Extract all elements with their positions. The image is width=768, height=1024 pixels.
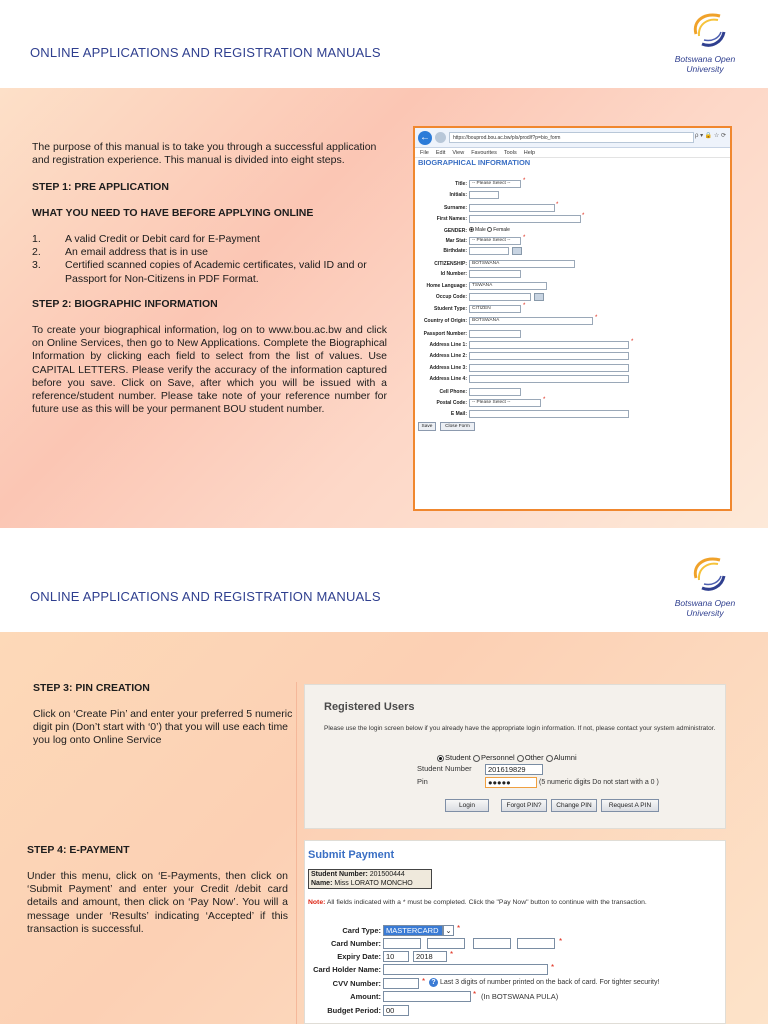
student-info-box xyxy=(308,869,432,889)
required-marker: * xyxy=(450,950,454,959)
amount-input[interactable] xyxy=(383,991,471,1002)
required-marker: * xyxy=(595,315,598,321)
required-marker: * xyxy=(543,397,546,403)
card-number-part-2[interactable] xyxy=(427,938,465,949)
list-item-text: Certified scanned copies of Academic certificates, valid ID and or Passport for Non-Citizens in PDF Format. xyxy=(65,259,367,285)
note-text: All fields indicated with a * must be completed. Click the "Pay Now" button to continue with the transaction. xyxy=(326,899,647,906)
pin-hint: (5 numeric digits Do not start with a 0 ) xyxy=(539,779,659,786)
address-line-3-input[interactable] xyxy=(469,364,629,372)
step4-heading: STEP 4: E-PAYMENT xyxy=(27,844,130,856)
back-arrow-icon[interactable]: ← xyxy=(420,132,430,143)
required-marker: * xyxy=(473,990,477,999)
forgot-pin-button[interactable]: Forgot PIN? xyxy=(501,799,547,812)
page-header xyxy=(0,0,768,88)
calendar-icon[interactable] xyxy=(512,247,522,255)
country-origin-label: Country of Origin: xyxy=(423,318,467,324)
occup-code-label: Occup Code: xyxy=(435,294,467,300)
page-header xyxy=(0,544,768,632)
required-marker: * xyxy=(582,213,585,219)
card-number-label: Card Number: xyxy=(330,939,381,948)
radio-student-label: Student xyxy=(445,753,471,762)
menu-file[interactable]: File xyxy=(420,150,429,156)
menu-help[interactable]: Help xyxy=(523,150,536,156)
note-label: Note: xyxy=(308,899,326,906)
change-pin-button[interactable]: Change PIN xyxy=(551,799,597,812)
list-item xyxy=(32,246,377,259)
mar-stat-select[interactable]: -- Please Select -- xyxy=(469,237,521,245)
payment-screenshot xyxy=(304,840,726,1024)
required-marker: * xyxy=(457,924,461,933)
menu-view[interactable]: View xyxy=(452,150,465,156)
menu-edit[interactable]: Edit xyxy=(435,150,446,156)
surname-input[interactable] xyxy=(469,204,555,212)
budget-period-label: Budget Period: xyxy=(327,1006,381,1015)
cell-phone-label: Cell Phone: xyxy=(439,389,467,395)
pin-label: Pin xyxy=(417,777,428,786)
browser-tool-icons[interactable]: ρ ▾ 🔒 ☆ ⟳ xyxy=(695,133,726,139)
country-origin-select[interactable]: BOTSWANA xyxy=(469,317,593,325)
step4-paragraph: Under this menu, click on ‘E-Payments, then click on ‘Submit Payment’ and enter your Credit /debit card details and amount, then click on ‘Pay Now’. You will a message under ‘Results’ indicating ‘Accepted’ if this transaction is successful. xyxy=(27,870,288,935)
postal-code-label: Postal Code: xyxy=(436,400,467,406)
login-button[interactable]: Login xyxy=(445,799,489,812)
vertical-divider xyxy=(296,682,297,1024)
radio-male-label: Male xyxy=(475,227,486,233)
budget-period-select[interactable]: 00 xyxy=(383,1005,409,1016)
help-icon[interactable]: ? xyxy=(429,978,438,987)
student-number-label: Student Number: xyxy=(311,871,368,878)
list-item-number: 2. xyxy=(32,246,41,259)
occup-code-input[interactable] xyxy=(469,293,531,301)
requirements-list xyxy=(32,233,377,286)
id-number-input[interactable] xyxy=(469,270,521,278)
address-line-4-input[interactable] xyxy=(469,375,629,383)
bou-logo xyxy=(666,552,744,624)
name-value: Miss LORATO MONCHO xyxy=(334,880,413,887)
cvv-hint: Last 3 digits of number printed on the back of card. For tighter security! xyxy=(440,979,660,986)
page-title: ONLINE APPLICATIONS AND REGISTRATION MANUALS xyxy=(30,45,381,60)
manual-page-2 xyxy=(0,544,768,1024)
radio-other-label: Other xyxy=(524,753,544,762)
address-line-1-input[interactable] xyxy=(469,341,629,349)
birthdate-label: Birthdate: xyxy=(443,248,467,254)
need-heading: WHAT YOU NEED TO HAVE BEFORE APPLYING ONLINE xyxy=(32,207,314,219)
card-number-part-1[interactable] xyxy=(383,938,421,949)
card-number-part-4[interactable] xyxy=(517,938,555,949)
cell-phone-input[interactable] xyxy=(469,388,521,396)
address-line-2-label: Address Line 2: xyxy=(429,353,467,359)
required-marker: * xyxy=(556,202,559,208)
amount-label: Amount: xyxy=(350,992,381,1001)
student-name-line xyxy=(311,879,431,888)
step2-heading: STEP 2: BIOGRAPHIC INFORMATION xyxy=(32,298,218,310)
title-select[interactable]: -- Please Select -- xyxy=(469,180,521,188)
expiry-year-select[interactable]: 2018 xyxy=(413,951,447,962)
card-holder-label: Card Holder Name: xyxy=(313,965,381,974)
required-marker: * xyxy=(551,963,555,972)
email-label: E Mail: xyxy=(450,411,467,417)
list-item-number: 1. xyxy=(32,233,41,245)
passport-input[interactable] xyxy=(469,330,521,338)
step3-paragraph: Click on ‘Create Pin’ and enter your preferred 5 numeric digit pin (Don’t start with ‘0’) that you will use each time you log onto Online Service xyxy=(33,708,293,747)
biographical-form-screenshot xyxy=(413,126,732,511)
first-names-label: First Names: xyxy=(436,216,467,222)
card-type-label: Card Type: xyxy=(342,926,381,935)
step1-heading: STEP 1: PRE APPLICATION xyxy=(32,181,169,193)
gender-label: GENDER: xyxy=(443,228,467,234)
card-number-part-3[interactable] xyxy=(473,938,511,949)
student-number-line xyxy=(311,870,431,879)
pin-input[interactable]: ●●●●● xyxy=(485,777,537,788)
list-item-text: An email address that is in use xyxy=(65,246,208,259)
radio-personnel-label: Personnel xyxy=(480,753,515,762)
bio-form-fields xyxy=(415,128,730,509)
address-line-2-input[interactable] xyxy=(469,352,629,360)
surname-label: Surname: xyxy=(443,205,467,211)
radio-male[interactable] xyxy=(469,227,474,232)
citizenship-label: CITIZENSHIP: xyxy=(434,261,467,267)
list-item-number: 3. xyxy=(32,259,41,272)
request-pin-button[interactable]: Request A PIN xyxy=(601,799,659,812)
menu-tools[interactable]: Tools xyxy=(503,150,517,156)
list-item xyxy=(32,233,377,246)
postal-code-select[interactable]: -- Please Select -- xyxy=(469,399,541,407)
required-marker: * xyxy=(523,303,526,309)
step2-paragraph: To create your biographical information, log on to www.bou.ac.bw and click on Online Services, then go to New Applications. Complete the Biographical Information by clicking each field to select from the list of values. Use CAPITAL LETTERS. Please verify the accuracy of the information captured before you save. Click on Save, after which you will be issued with a reference/student number. Please take note of your reference number for future use as this will be your permanent BOU student number. xyxy=(32,324,387,416)
login-screenshot xyxy=(304,684,726,829)
role-radio-group xyxy=(437,753,577,762)
required-marker: * xyxy=(559,937,563,946)
email-input[interactable] xyxy=(469,410,629,418)
address-bar[interactable]: https://bouprod.bou.ac.bw/pls/prod/f?p=bio_form xyxy=(449,132,694,143)
step3-heading: STEP 3: PIN CREATION xyxy=(33,682,150,694)
radio-personnel[interactable] xyxy=(473,755,480,762)
mar-stat-label: Mar Stat: xyxy=(445,238,467,244)
address-line-4-label: Address Line 4: xyxy=(429,376,467,382)
student-type-select[interactable]: CITIZEN xyxy=(469,305,521,313)
passport-label: Passport Number: xyxy=(423,331,467,337)
student-number-value: 201500444 xyxy=(369,871,405,878)
login-instructions: Please use the login screen below if you already have the appropriate login information. If not, please contact your system administrator. xyxy=(324,725,716,732)
bou-logo xyxy=(666,8,744,80)
required-marker: * xyxy=(523,235,526,241)
close-form-button[interactable]: Close Form xyxy=(440,422,475,431)
id-number-label: Id Number: xyxy=(440,271,467,277)
student-number-label: Student Number xyxy=(417,764,472,773)
radio-other[interactable] xyxy=(517,755,524,762)
student-number-input[interactable]: 201619829 xyxy=(485,764,543,775)
home-language-label: Home Language: xyxy=(426,283,467,289)
intro-paragraph: The purpose of this manual is to take you through a successful application and registration experience. This manual is divided into eight steps. xyxy=(32,141,377,167)
bou-logo-icon xyxy=(666,552,744,598)
radio-alumni[interactable] xyxy=(546,755,553,762)
student-type-label: Student Type: xyxy=(434,306,467,312)
initials-label: Initials: xyxy=(449,192,467,198)
logo-text xyxy=(666,54,744,74)
logo-line-1: Botswana Open xyxy=(674,54,736,64)
cvv-label: CVV Number: xyxy=(332,979,381,988)
citizenship-select[interactable]: BOTSWANA xyxy=(469,260,575,268)
expiry-month-select[interactable]: 10 xyxy=(383,951,409,962)
required-marker: * xyxy=(631,339,634,345)
payment-note xyxy=(308,899,726,908)
bou-logo-icon xyxy=(666,8,744,54)
address-line-3-label: Address Line 3: xyxy=(429,365,467,371)
radio-student[interactable] xyxy=(437,755,444,762)
list-item-text: A valid Credit or Debit card for E-Payment xyxy=(65,233,260,245)
expiry-date-label: Expiry Date: xyxy=(337,952,381,961)
save-button[interactable]: Save xyxy=(418,422,436,431)
radio-female-label: Female xyxy=(493,227,510,233)
registered-users-title: Registered Users xyxy=(324,701,415,713)
logo-line-1: Botswana Open xyxy=(674,598,736,608)
address-line-1-label: Address Line 1: xyxy=(429,342,467,348)
list-item xyxy=(32,259,377,285)
radio-female[interactable] xyxy=(487,227,492,232)
title-label: Title: xyxy=(455,181,467,187)
required-marker: * xyxy=(523,178,526,184)
required-marker: * xyxy=(422,977,426,986)
radio-alumni-label: Alumni xyxy=(553,753,577,762)
card-type-select[interactable]: MASTERCARD xyxy=(383,925,443,936)
gender-radio-group xyxy=(469,227,510,233)
name-label: Name: xyxy=(311,880,333,887)
bio-form-title: BIOGRAPHICAL INFORMATION xyxy=(418,158,531,167)
logo-text xyxy=(666,598,744,618)
submit-payment-title: Submit Payment xyxy=(308,849,395,861)
home-language-select[interactable]: TSWANA xyxy=(469,282,547,290)
cvv-input[interactable] xyxy=(383,978,419,989)
chevron-down-icon[interactable]: ⌄ xyxy=(443,925,454,936)
amount-hint: (In BOTSWANA PULA) xyxy=(481,992,559,1001)
card-holder-input[interactable] xyxy=(383,964,548,975)
logo-line-2: University xyxy=(686,64,724,74)
initials-input[interactable] xyxy=(469,191,499,199)
logo-line-2: University xyxy=(686,608,724,618)
birthdate-input[interactable] xyxy=(469,247,509,255)
page-title: ONLINE APPLICATIONS AND REGISTRATION MANUALS xyxy=(30,589,381,604)
lookup-icon[interactable] xyxy=(534,293,544,301)
first-names-input[interactable] xyxy=(469,215,581,223)
page-gap xyxy=(0,528,768,544)
menu-favourites[interactable]: Favourites xyxy=(471,150,497,156)
